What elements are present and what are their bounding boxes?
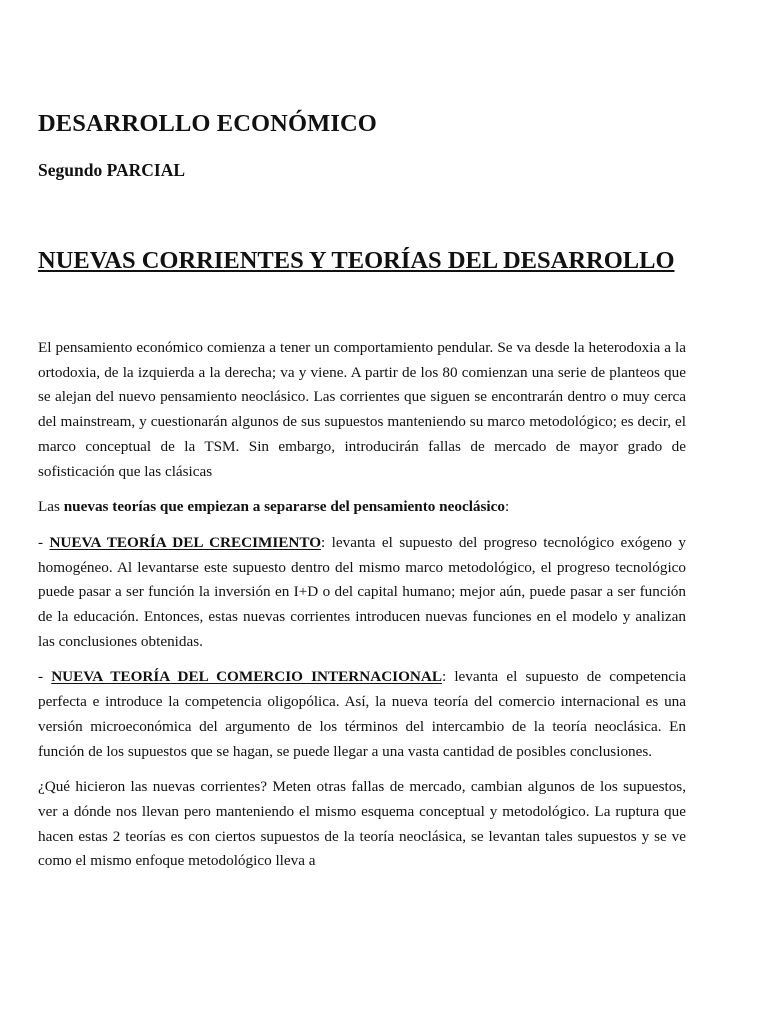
growth-theory-text: : levanta el supuesto del progreso tecnológico exógeno y homogéneo. Al levantarse este supuesto dentro del mismo marco metodológico, el progreso tecnológico puede pasar a ser función la inversión en I+D o del capital humano; mejor aún, puede pasar a ser función de la educación. Entonces, estas nuevas corrientes introducen nuevas funciones en el modelo y analizan las conclusiones obtenidas.	[38, 533, 687, 650]
list-dash: -	[38, 668, 52, 686]
lead-in-emphasis: nuevas teorías que empiezan a separarse del pensamiento neoclásico	[63, 498, 505, 516]
paragraph-trade-theory	[38, 665, 686, 764]
paragraph-lead-in	[38, 495, 686, 520]
trade-theory-term: NUEVA TEORÍA DEL COMERCIO INTERNACIONAL	[51, 668, 442, 686]
paragraph-intro: El pensamiento económico comienza a tener un comportamiento pendular. Se va desde la heterodoxia a la ortodoxia, de la izquierda a la derecha; va y viene. A partir de los 80 comienzan una serie de planteos que se alejan del nuevo pensamiento neoclásico. Las corrientes que siguen se encontrarán dentro o muy cerca del mainstream, y cuestionarán algunos de sus supuestos manteniendo su marco metodológico; es decir, el marco conceptual de la TSM. Sin embargo, introducirán fallas de mercado de mayor grado de sofisticación que las clásicas	[38, 339, 686, 480]
lead-in-suffix: :	[504, 498, 510, 516]
growth-theory-term: NUEVA TEORÍA DEL CRECIMIENTO	[49, 533, 322, 551]
paragraph-new-currents: ¿Qué hicieron las nuevas corrientes? Meten otras fallas de mercado, cambian algunos de los supuestos, ver a dónde nos llevan pero manteniendo el mismo esquema conceptual y metodológico. La ruptura que hacen estas 2 teorías es con ciertos supuestos de la teoría neoclásica, se levantan tales supuestos y se ve como el mismo enfoque metodológico lleva a	[38, 778, 686, 870]
section-title: NUEVAS CORRIENTES Y TEORÍAS DEL DESARROLLO	[38, 247, 675, 274]
document-subtitle: Segundo PARCIAL	[38, 160, 185, 180]
lead-in-prefix: Las	[38, 498, 64, 516]
paragraph-growth-theory	[38, 531, 686, 655]
list-dash: -	[38, 533, 50, 551]
document-title: DESARROLLO ECONÓMICO	[38, 110, 377, 137]
trade-theory-text: : levanta el supuesto de competencia perfecta e introduce la competencia oligopólica. Así, la nueva teoría del comercio internacional es una versión microeconómica del argumento de los términos del intercambio de la teoría neoclásica. En función de los supuestos que se hagan, se puede llegar a una vasta cantidad de posibles conclusiones.	[38, 668, 686, 760]
body-text	[38, 336, 686, 885]
